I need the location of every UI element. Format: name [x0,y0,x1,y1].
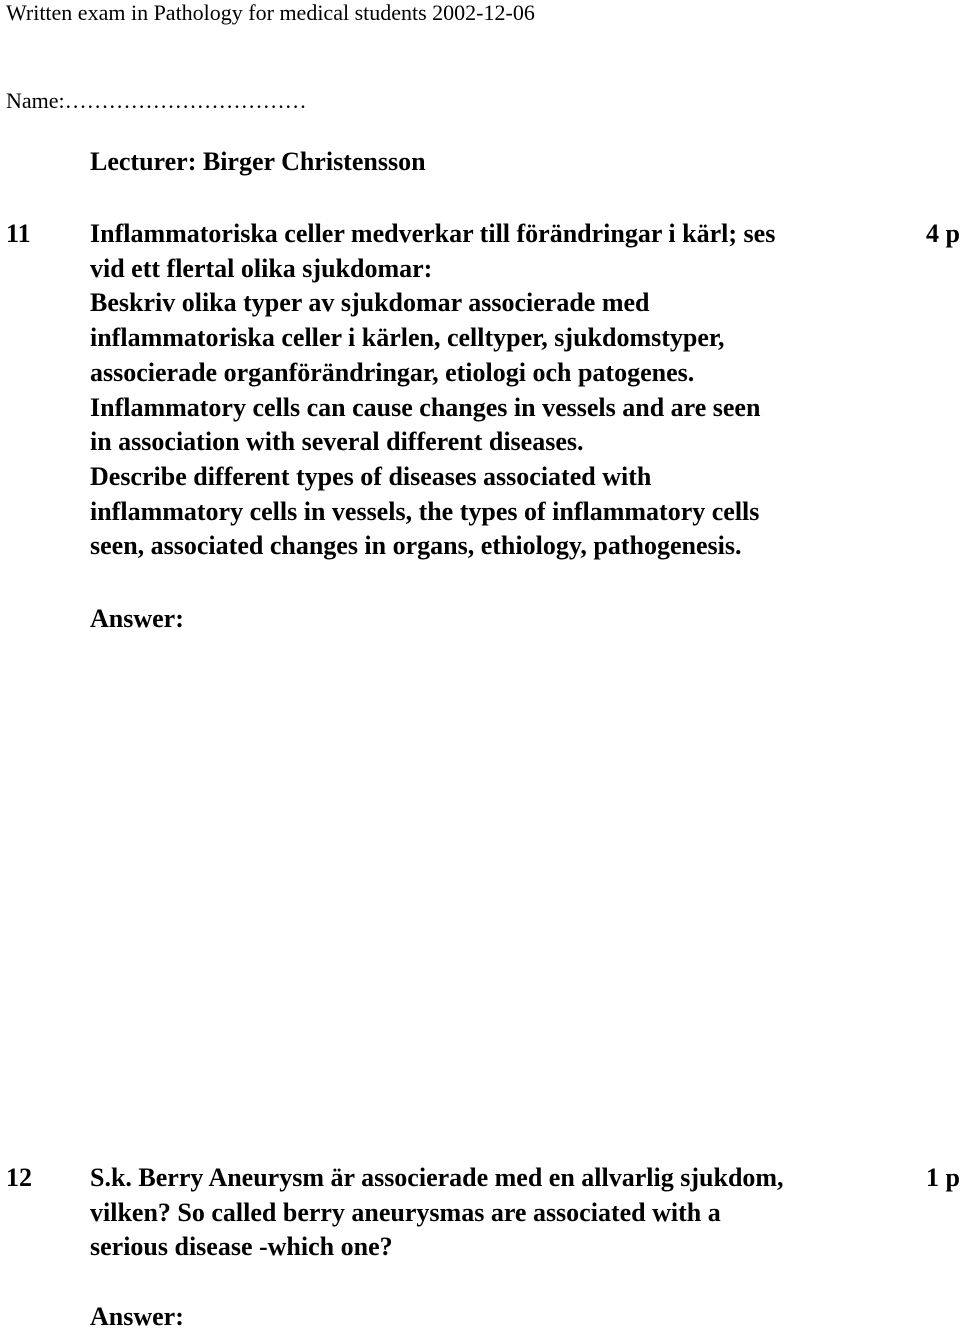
question-number: 12 [6,1163,32,1192]
question-points: 1 p [926,1163,960,1192]
question-line: in association with several different diseases. [90,427,584,457]
question-line: S.k. Berry Aneurysm är associerade med en allvarlig sjukdom, [90,1163,784,1192]
question-line: Inflammatory cells can cause changes in vessels and are seen [90,392,761,422]
name-field [6,88,307,114]
question-line: associerade organförändringar, etiologi och patogenes. [90,357,695,387]
exam-header: Written exam in Pathology for medical students 2002-12-06 [6,0,535,25]
question-line: inflammatoriska celler i kärlen, celltyper, sjukdomstyper, [90,323,725,353]
question-text [90,217,775,564]
question-line: Beskriv olika typer av sjukdomar associerade med [90,288,650,318]
question-text [90,1161,784,1265]
question-line: vilken? So called berry aneurysmas are associated with a [90,1197,721,1227]
name-label: Name: [6,88,65,113]
question-points: 4 p [926,219,960,248]
answer-label: Answer: [90,1302,184,1331]
question-line: inflammatory cells in vessels, the types of inflammatory cells [90,496,760,526]
lecturer-line: Lecturer: Birger Christensson [90,147,426,176]
answer-label: Answer: [90,604,184,633]
name-dots: …………………………… [64,88,307,113]
question-line: vid ett flertal olika sjukdomar: [90,253,433,283]
question-number: 11 [6,219,31,248]
question-line: Describe different types of diseases associated with [90,461,652,491]
question-line: Inflammatoriska celler medverkar till förändringar i kärl; ses [90,219,776,248]
question-line: seen, associated changes in organs, ethiology, pathogenesis. [90,531,742,561]
question-line: serious disease -which one? [90,1232,393,1262]
